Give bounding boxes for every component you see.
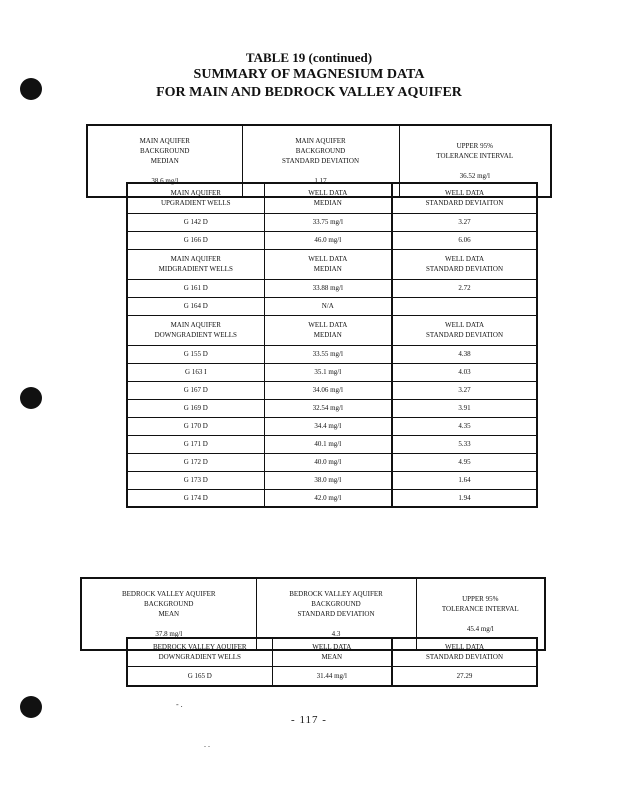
well-std: 1.94 xyxy=(392,489,537,507)
well-id: G 164 D xyxy=(127,297,264,315)
well-id: G 170 D xyxy=(127,417,264,435)
bedrock-downgradient-header: BEDROCK VALLEY AQUIFER DOWNGRADIENT WELLS xyxy=(127,638,272,666)
well-median: 33.88 mg/l xyxy=(264,279,392,297)
well-id: G 171 D xyxy=(127,435,264,453)
main-median-value: 38.6 mg/l xyxy=(151,177,179,185)
table-row xyxy=(127,399,537,417)
bedrock-wells-table xyxy=(126,637,538,687)
well-std: 3.91 xyxy=(392,399,537,417)
well-median: 33.55 mg/l xyxy=(264,345,392,363)
midgradient-header: MAIN AQUIFER MIDGRADIENT WELLS xyxy=(127,249,264,279)
bedrock-mean-label: BEDROCK VALLEY AQUIFER BACKGROUND MEAN xyxy=(121,590,216,618)
main-tolerance-label: UPPER 95% TOLERANCE INTERVAL xyxy=(436,142,514,160)
table-row xyxy=(127,489,537,507)
well-median: 34.06 mg/l xyxy=(264,381,392,399)
well-median: 33.75 mg/l xyxy=(264,213,392,231)
well-std: 5.33 xyxy=(392,435,537,453)
table-row xyxy=(127,453,537,471)
well-std: 27.29 xyxy=(392,666,537,686)
downgradient-std-header: WELL DATA STANDARD DEVIATION xyxy=(392,315,537,345)
well-median: 32.54 mg/l xyxy=(264,399,392,417)
table-number-title: TABLE 19 (continued) xyxy=(245,50,373,65)
well-id: G 174 D xyxy=(127,489,264,507)
well-median: 35.1 mg/l xyxy=(264,363,392,381)
well-std: 6.06 xyxy=(392,231,537,249)
bedrock-tolerance-value: 45.4 mg/l xyxy=(466,625,494,633)
well-id: G 166 D xyxy=(127,231,264,249)
well-id: G 173 D xyxy=(127,471,264,489)
well-median: 42.0 mg/l xyxy=(264,489,392,507)
table-row xyxy=(127,435,537,453)
table-title: SUMMARY OF MAGNESIUM DATA xyxy=(193,67,425,82)
well-median: 40.1 mg/l xyxy=(264,435,392,453)
table-row xyxy=(127,363,537,381)
well-median: 40.0 mg/l xyxy=(264,453,392,471)
midgradient-std-header: WELL DATA STANDARD DEVIATION xyxy=(392,249,537,279)
well-id: G 161 D xyxy=(127,279,264,297)
page-number: - 117 - xyxy=(291,714,327,726)
well-std: 4.03 xyxy=(392,363,537,381)
downgradient-median-header: WELL DATA MEDIAN xyxy=(264,315,392,345)
bedrock-tolerance-label: UPPER 95% TOLERANCE INTERVAL xyxy=(441,595,519,613)
well-std: 1.64 xyxy=(392,471,537,489)
upgradient-median-header: WELL DATA MEDIAN xyxy=(264,183,392,213)
main-median-label: MAIN AQUIFER BACKGROUND MEDIAN xyxy=(139,137,190,165)
well-median: 46.0 mg/l xyxy=(264,231,392,249)
downgradient-header: MAIN AQUIFER DOWNGRADIENT WELLS xyxy=(127,315,264,345)
table-subtitle: FOR MAIN AND BEDROCK VALLEY AQUIFER xyxy=(156,85,462,100)
well-id: G 163 I xyxy=(127,363,264,381)
well-id: G 167 D xyxy=(127,381,264,399)
well-std: 4.38 xyxy=(392,345,537,363)
table-row xyxy=(127,471,537,489)
well-std: 3.27 xyxy=(392,381,537,399)
table-row xyxy=(127,231,537,249)
main-tolerance-value: 36.52 mg/l xyxy=(459,172,490,180)
well-std xyxy=(392,297,537,315)
table-row xyxy=(127,381,537,399)
punch-hole-middle xyxy=(20,387,42,409)
upgradient-header: MAIN AQUIFER UPGRADIENT WELLS xyxy=(127,183,264,213)
well-std: 4.95 xyxy=(392,453,537,471)
table-row xyxy=(127,279,537,297)
well-median: 38.0 mg/l xyxy=(264,471,392,489)
well-std: 2.72 xyxy=(392,279,537,297)
table-row xyxy=(127,345,537,363)
scan-speck: - . xyxy=(176,700,183,709)
main-std-label: MAIN AQUIFER BACKGROUND STANDARD DEVIATION xyxy=(281,137,360,165)
main-std-value: 1.17 xyxy=(314,177,327,185)
table-row xyxy=(127,666,537,686)
bedrock-mean-header: WELL DATA MEAN xyxy=(272,638,392,666)
table-row xyxy=(127,213,537,231)
well-id: G 155 D xyxy=(127,345,264,363)
midgradient-median-header: WELL DATA MEDIAN xyxy=(264,249,392,279)
well-id: G 169 D xyxy=(127,399,264,417)
well-id: G 172 D xyxy=(127,453,264,471)
upgradient-std-header: WELL DATA STANDARD DEVIAITON xyxy=(392,183,537,213)
well-median: N/A xyxy=(264,297,392,315)
table-row xyxy=(127,417,537,435)
bedrock-std-header: WELL DATA STANDARD DEVIATION xyxy=(392,638,537,666)
well-id: G 142 D xyxy=(127,213,264,231)
well-std: 4.35 xyxy=(392,417,537,435)
well-median: 34.4 mg/l xyxy=(264,417,392,435)
well-id: G 165 D xyxy=(127,666,272,686)
well-mean: 31.44 mg/l xyxy=(272,666,392,686)
well-std: 3.27 xyxy=(392,213,537,231)
table-row xyxy=(127,297,537,315)
main-wells-table xyxy=(126,182,538,508)
bedrock-std-value: 4.3 xyxy=(331,630,341,638)
bedrock-mean-value: 37.8 mg/l xyxy=(155,630,183,638)
bedrock-std-label: BEDROCK VALLEY AQUIFER BACKGROUND STANDARD DEVIATION xyxy=(289,590,383,618)
scan-speck: . . xyxy=(204,740,210,749)
